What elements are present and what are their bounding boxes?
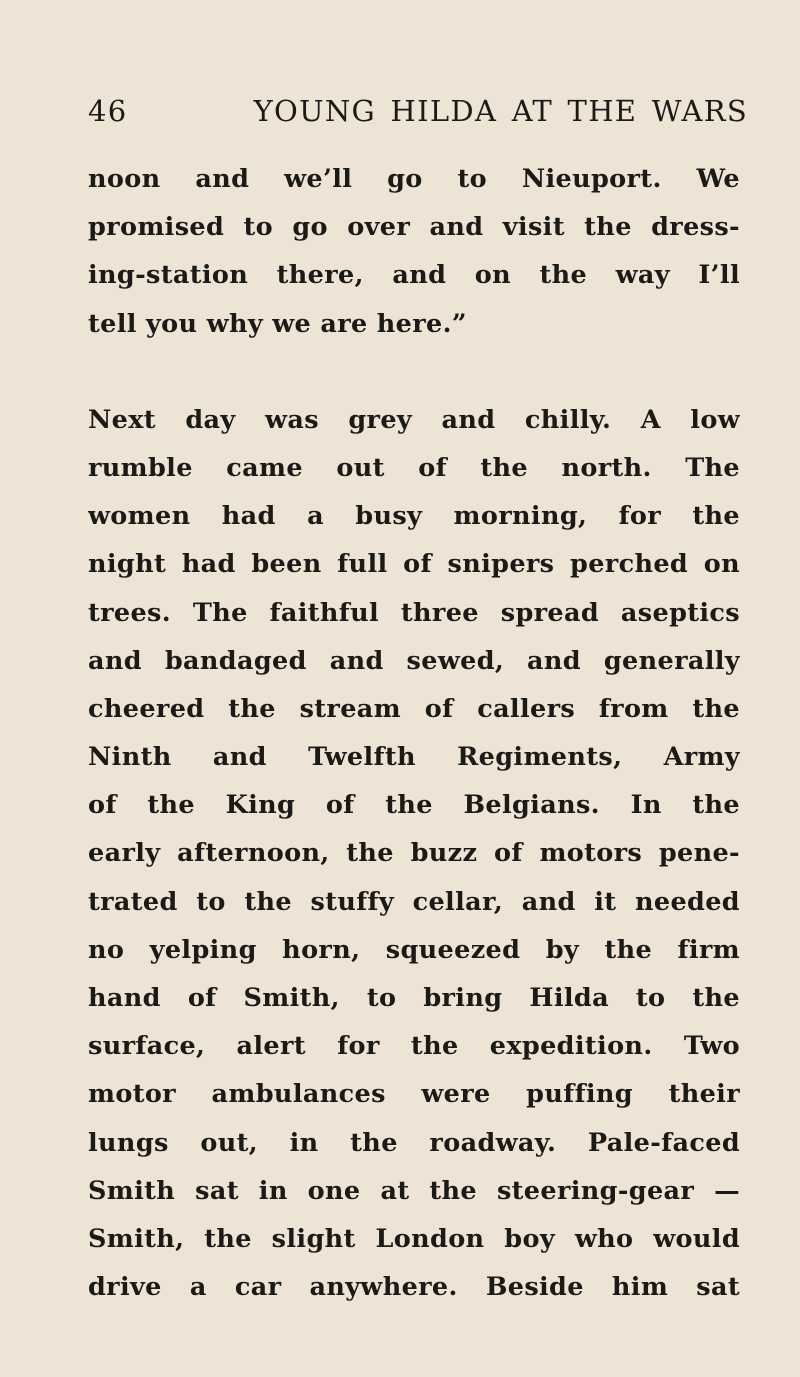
text-line: tell you why we are here.” — [88, 308, 467, 339]
running-header — [88, 93, 748, 129]
text-line: night had been full of snipers perched on — [88, 549, 740, 580]
text-line: surface, alert for the expedition. Two — [88, 1031, 740, 1062]
text-line: early afternoon, the buzz of motors pene- — [88, 838, 740, 869]
text-line: Smith sat in one at the steering-gear — — [88, 1175, 740, 1206]
text-line: Smith, the slight London boy who would — [88, 1223, 740, 1254]
text-line: and bandaged and sewed, and generally — [88, 645, 740, 676]
text-line: no yelping horn, squeezed by the firm — [88, 934, 740, 965]
page-number: 46 — [88, 94, 128, 128]
text-line: women had a busy morning, for the — [88, 501, 740, 532]
text-line: noon and we’ll go to Nieuport. We — [88, 164, 740, 194]
text-line: lungs out, in the roadway. Pale-faced — [88, 1127, 740, 1158]
body-text — [88, 155, 740, 1311]
text-line: promised to go over and visit the dress- — [88, 212, 740, 243]
text-line: hand of Smith, to bring Hilda to the — [88, 983, 740, 1013]
paragraph-2 — [88, 396, 740, 1312]
paragraph-1 — [88, 155, 740, 348]
text-line: trees. The faithful three spread aseptics — [88, 597, 740, 628]
running-title: YOUNG HILDA AT THE WARS — [253, 94, 748, 128]
text-line: ing-station there, and on the way I’ll — [88, 260, 740, 291]
text-line: cheered the stream of callers from the — [88, 693, 740, 724]
text-line: Next day was grey and chilly. A low — [88, 404, 740, 435]
text-line: trated to the stuffy cellar, and it needed — [88, 886, 740, 917]
text-line: Ninth and Twelfth Regiments, Army — [88, 742, 740, 773]
text-line: of the King of the Belgians. In the — [88, 790, 740, 821]
text-line: drive a car anywhere. Beside him sat — [88, 1272, 740, 1303]
text-line: rumble came out of the north. The — [88, 452, 740, 483]
text-line: motor ambulances were puffing their — [88, 1079, 740, 1110]
